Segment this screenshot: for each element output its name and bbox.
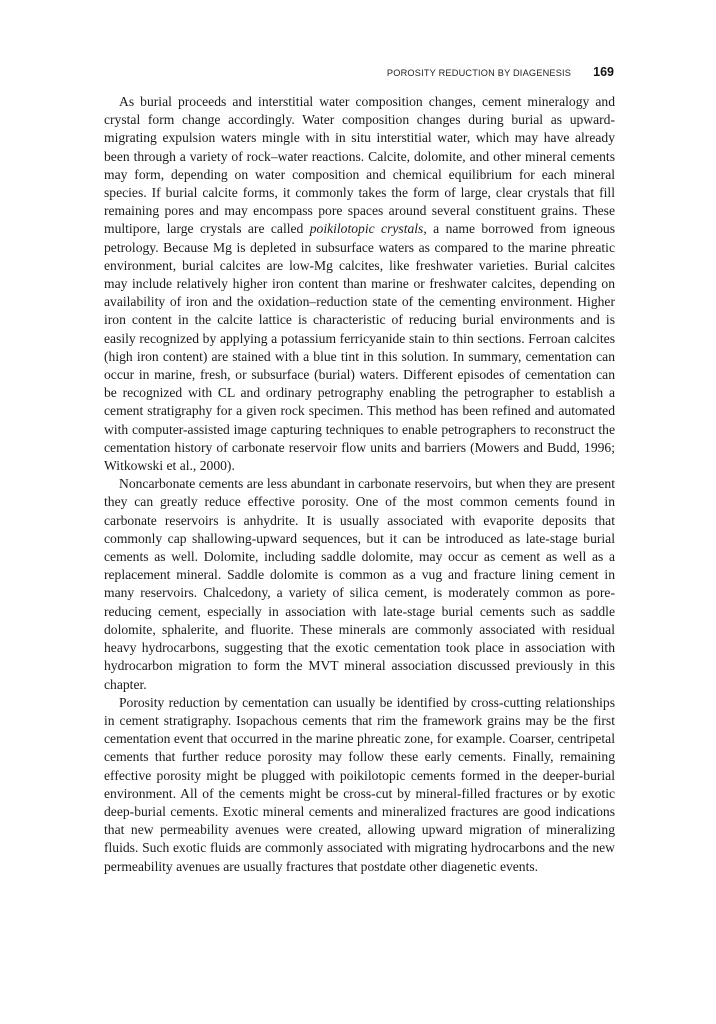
body-text: [104, 93, 615, 876]
paragraph-porosity-reduction: Porosity reduction by cementation can usually be identified by cross-cutting relationships in cement stratigraphy. Isopachous cements that rim the framework grains may be the first cementation event that occurred in the marine phreatic zone, for example. Coarser, centripetal cements that further reduce porosity may follow these early cements. Finally, remaining effective porosity might be plugged with poikilotopic cements formed in the deeper-burial environment. All of the cements might be cross-cut by mineral-filled fractures or by exotic deep-burial cements. Exotic mineral cements and mineralized fractures are good indications that new permeability avenues were created, allowing upward migration of mineralizing fluids. Such exotic fluids are commonly associated with migrating hydrocarbons and the new permeability avenues are usually fractures that postdate other diagenetic events.: [104, 694, 615, 874]
paragraph-text: , a name borrowed from igneous petrology. Because Mg is depleted in subsurface waters as compared to the marine phreatic environment, burial calcites are low-Mg calcites, like freshwater varieties. Burial calcites may include relatively higher iron content than marine or freshwater calcites, depending on availability of iron and the oxidation–reduction state of the cementing environment. Higher iron content in the calcite lattice is characteristic of reducing burial environments and is easily recognized by applying a potassium ferricyanide stain to thin sections. Ferroan calcites (high iron content) are stained with a blue tint in this solution. In summary, cementation can occur in marine, fresh, or subsurface (burial) waters. Different episodes of cementation can be recognized with CL and ordinary petrography enabling the petrographer to establish a cement stratigraphy for a given rock specimen. This method has been refined and automated with computer-assisted image capturing techniques to enable petrographers to reconstruct the cementation history of carbonate reservoir flow units and barriers (Mowers and Budd, 1996; Witkowski et al., 2000).: [104, 221, 615, 474]
page-number: 169: [593, 65, 614, 79]
paragraph-text: As burial proceeds and interstitial water composition changes, cement mineralogy and crystal form change accordingly. Water composition changes during burial as upward-migrating expulsion waters mingle with in situ interstitial water, which may have already been through a variety of rock–water reactions. Calcite, dolomite, and other mineral cements may form, depending on water composition and chemical equilibrium for each mineral species. If burial calcite forms, it commonly takes the form of large, clear crystals that fill remaining pores and may encompass pore spaces around several constituent grains. These multipore, large crystals are called: [104, 94, 615, 237]
paragraph-burial-cements: [104, 93, 615, 475]
running-title: POROSITY REDUCTION BY DIAGENESIS: [386, 68, 572, 78]
running-header: [104, 63, 614, 79]
paragraph-noncarbonate-cements: Noncarbonate cements are less abundant in carbonate reservoirs, but when they are present they can greatly reduce effective porosity. One of the most common cements found in carbonate reservoirs is anhydrite. It is usually associated with evaporite deposits that commonly cap shallowing-upward sequences, but it can be introduced as late-stage burial cements as well. Dolomite, including saddle dolomite, may occur as cement as well as a replacement mineral. Saddle dolomite is common as a vug and fracture lining cement in many reservoirs. Chalcedony, a variety of silica cement, is moderately common as pore-reducing cement, especially in association with late-stage burial cements such as saddle dolomite, sphalerite, and fluorite. These minerals are commonly associated with residual heavy hydrocarbons, suggesting that the exotic cementation took place in association with hydrocarbon migration to form the MVT mineral association discussed previously in this chapter.: [104, 476, 615, 692]
italic-term: poikilotopic crystals: [309, 221, 424, 237]
